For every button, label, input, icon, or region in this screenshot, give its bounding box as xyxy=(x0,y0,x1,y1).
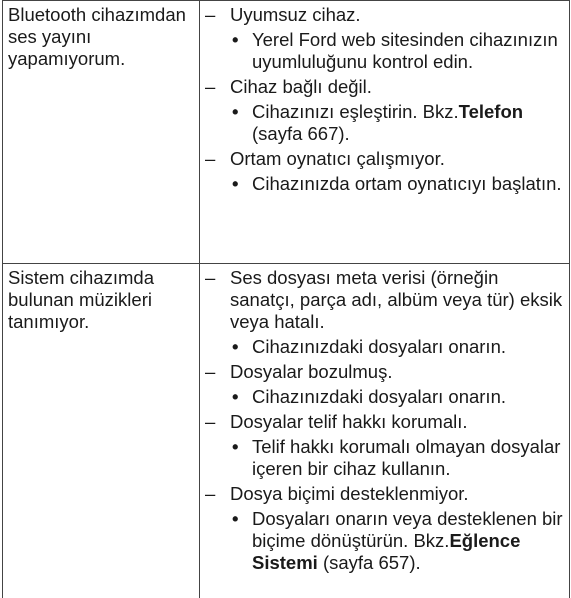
cause-text: Ortam oynatıcı çalışmıyor. xyxy=(230,148,445,169)
bullet-marker: • xyxy=(232,101,238,123)
cause-text: Dosyalar telif hakkı korumalı. xyxy=(230,411,468,432)
cause-item xyxy=(204,361,565,383)
dash-marker: – xyxy=(205,267,215,289)
symptom-cell: Bluetooth cihazımdan ses yayını yapamıyorum. xyxy=(3,1,200,264)
action-text: Cihazınızdaki dosyaları onarın. xyxy=(252,386,506,407)
cause-item xyxy=(204,483,565,505)
action-item xyxy=(204,173,565,195)
dash-marker: – xyxy=(205,4,215,26)
cause-text: Cihaz bağlı değil. xyxy=(230,76,372,97)
bullet-marker: • xyxy=(232,436,238,458)
bullet-marker: • xyxy=(232,336,238,358)
troubleshooting-table xyxy=(2,0,570,598)
action-item xyxy=(204,436,565,480)
action-text: Yerel Ford web sitesinden cihazınızın uyumluluğunu kontrol edin. xyxy=(252,29,558,72)
dash-marker: – xyxy=(205,411,215,433)
causes-cell xyxy=(200,1,570,264)
cause-text: Ses dosyası meta verisi (örneğin sanatçı, parça adı, albüm veya tür) eksik veya hatalı. xyxy=(230,267,562,332)
symptom-cell: Sistem cihazımda bulunan müzikleri tanımıyor. xyxy=(3,264,200,598)
reference-page: (sayfa 657). xyxy=(318,552,421,573)
action-text: Telif hakkı korumalı olmayan dosyalar içeren bir cihaz kullanın. xyxy=(252,436,560,479)
reference-link[interactable]: Eğlence Sistemi xyxy=(252,530,520,573)
cause-item xyxy=(204,4,565,26)
cause-item xyxy=(204,148,565,170)
bullet-marker: • xyxy=(232,386,238,408)
cause-item xyxy=(204,267,565,333)
dash-marker: – xyxy=(205,361,215,383)
table-row xyxy=(3,264,570,598)
cause-text: Dosya biçimi desteklenmiyor. xyxy=(230,483,469,504)
dash-marker: – xyxy=(205,148,215,170)
cause-item xyxy=(204,411,565,433)
action-item xyxy=(204,29,565,73)
dash-marker: – xyxy=(205,483,215,505)
bullet-marker: • xyxy=(232,173,238,195)
cause-text: Dosyalar bozulmuş. xyxy=(230,361,392,382)
action-text: Cihazınızda ortam oynatıcıyı başlatın. xyxy=(252,173,562,194)
action-item xyxy=(204,386,565,408)
table-row xyxy=(3,1,570,264)
dash-marker: – xyxy=(205,76,215,98)
bullet-marker: • xyxy=(232,508,238,530)
action-item xyxy=(204,508,565,574)
action-text: Cihazınızdaki dosyaları onarın. xyxy=(252,336,506,357)
cause-item xyxy=(204,76,565,98)
reference-page: (sayfa 667). xyxy=(252,123,350,144)
bullet-marker: • xyxy=(232,29,238,51)
action-item xyxy=(204,101,565,145)
action-item xyxy=(204,336,565,358)
action-text: Dosyaları onarın veya desteklenen bir biçime dönüştürün. Bkz. xyxy=(252,508,563,551)
causes-cell xyxy=(200,264,570,598)
action-text: Cihazınızı eşleştirin. Bkz. xyxy=(252,101,459,122)
reference-link[interactable]: Telefon xyxy=(459,101,523,122)
cause-text: Uyumsuz cihaz. xyxy=(230,4,361,25)
